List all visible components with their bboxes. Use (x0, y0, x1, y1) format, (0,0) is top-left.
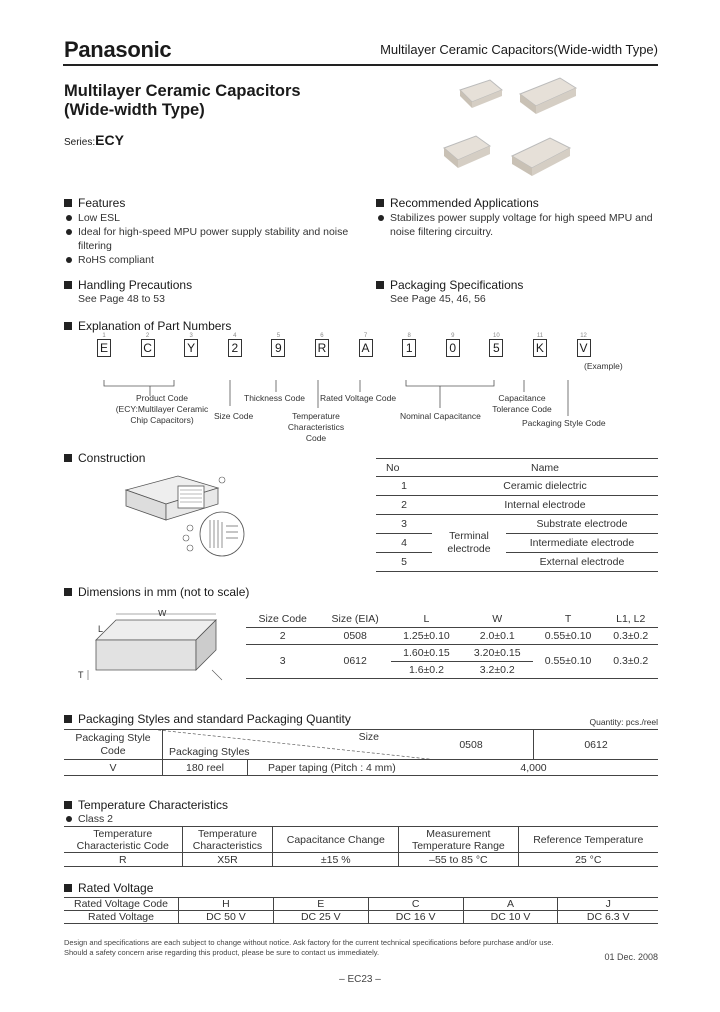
dimensions-heading: Dimensions in mm (not to scale) (64, 585, 249, 599)
part-number-position (315, 333, 329, 357)
dim-header: Size (EIA) (331, 612, 379, 625)
construction-heading: Construction (64, 451, 145, 465)
applications-list (376, 211, 666, 239)
row-no: 2 (401, 499, 407, 511)
row-no: 3 (401, 518, 407, 530)
cell: 2.0±0.1 (479, 629, 515, 642)
rv-code: H (179, 898, 274, 911)
row-name: Internal electrode (504, 499, 586, 511)
cell: 25 °C (575, 853, 602, 866)
h-temp-char: Temperature Characteristics (182, 827, 273, 853)
features-list (64, 211, 354, 267)
rv-value: DC 16 V (368, 911, 463, 924)
row-name: Substrate electrode (536, 518, 628, 530)
rv-value-label: Rated Voltage (64, 911, 179, 924)
cell: 0508 (343, 629, 367, 642)
dim-l-label: L (98, 624, 104, 634)
part-number-char: 1 (402, 339, 416, 357)
cell: 3.2±0.2 (479, 663, 515, 676)
part-number-position (533, 333, 547, 357)
rv-code: C (368, 898, 463, 911)
part-number-position (489, 333, 503, 357)
brand-logo: Panasonic (64, 37, 172, 62)
chip-image (460, 80, 502, 108)
dim-w-label: W (158, 610, 167, 618)
dim-header: T (564, 612, 572, 625)
row-code: V (64, 760, 163, 776)
part-number-char: 2 (228, 339, 242, 357)
part-number-char: 0 (446, 339, 460, 357)
label-size-code: Size Code (214, 411, 254, 421)
rated-voltage-table (64, 897, 658, 924)
dim-header: L1, L2 (616, 612, 646, 625)
temperature-heading: Temperature Characteristics (64, 798, 228, 812)
list-item: RoHS compliant (64, 253, 354, 267)
part-number-boxes (97, 333, 620, 357)
position-index: 4 (233, 333, 237, 339)
row-qty: 4,000 (520, 761, 547, 774)
part-number-char: A (359, 339, 373, 357)
list-item: Class 2 (64, 812, 113, 826)
position-index: 5 (276, 333, 281, 339)
dimensions-table (246, 611, 658, 679)
part-number-char: 9 (271, 339, 285, 357)
part-number-position (577, 333, 591, 357)
label-product-code: Product Code (ECY:Multilayer Ceramic Chip Capacitors) (115, 393, 209, 425)
row-no: 1 (401, 480, 407, 492)
handling-heading: Handling Precautions (64, 278, 192, 292)
terminal-label: Terminal electrode (447, 530, 491, 555)
part-number-position (184, 333, 198, 357)
position-index: 6 (320, 333, 324, 339)
part-number-char: C (141, 339, 155, 357)
features-heading: Features (64, 196, 125, 210)
cell: R (64, 853, 182, 867)
h-size: Size (358, 731, 379, 744)
row-name: External electrode (539, 556, 625, 568)
dim-header: L (423, 612, 430, 625)
temperature-class (64, 812, 113, 826)
cell: 0.55±0.10 (544, 655, 592, 667)
part-number-char: K (533, 339, 547, 357)
rv-code-label: Rated Voltage Code (64, 898, 179, 911)
header-subtitle: Multilayer Ceramic Capacitors(Wide-width Type) (380, 42, 658, 57)
cell: 0612 (343, 655, 367, 667)
part-number-position (446, 333, 460, 357)
list-item: Stabilizes power supply voltage for high speed MPU and noise filtering circuitry. (376, 211, 666, 239)
rv-value: DC 50 V (179, 911, 274, 924)
part-number-position (228, 333, 242, 357)
position-index: 8 (407, 333, 411, 339)
position-index: 12 (580, 333, 587, 339)
rv-code: E (273, 898, 368, 911)
position-index: 3 (189, 333, 193, 339)
label-temperature: Temperature Characteristics Code (287, 411, 345, 443)
cell: 1.25±0.10 (403, 629, 450, 642)
label-packaging-style-code: Packaging Style Code (522, 418, 606, 428)
rv-code: A (463, 898, 558, 911)
part-number-position (271, 333, 285, 357)
part-number-position (359, 333, 373, 357)
label-thickness-code: Thickness Code (244, 393, 305, 403)
series-label: Series:ECY (64, 132, 124, 148)
rv-value: DC 10 V (463, 911, 558, 924)
quantity-unit: Quantity: pcs./reel (589, 717, 658, 727)
dim-t-label: T (78, 670, 84, 680)
label-capacitance-tolerance: Capacitance Tolerance Code (492, 393, 552, 414)
dim-header: Size Code (258, 612, 307, 625)
position-index: 9 (451, 333, 455, 339)
row-taping: Paper taping (Pitch : 4 mm) (268, 761, 396, 774)
part-number-position (97, 333, 111, 357)
row-no: 5 (401, 556, 407, 568)
col-name: Name (530, 461, 559, 474)
h-size-0612: 0612 (584, 738, 608, 751)
cell: 3.20±0.15 (462, 644, 533, 661)
rv-value: DC 6.3 V (586, 911, 630, 923)
part-number-position (402, 333, 416, 357)
list-item: Low ESL (64, 211, 354, 225)
list-item: Ideal for high-speed MPU power supply stability and noise filtering (64, 225, 354, 253)
cell: ±15 % (273, 853, 399, 867)
applications-heading: Recommended Applications (376, 196, 539, 210)
packaging-spec-text: See Page 45, 46, 56 (390, 293, 486, 305)
part-numbers-heading: Explanation of Part Numbers (64, 319, 231, 333)
footer-notice: Design and specifications are each subject to change without notice. Ask factory for the current technical specifications before purchase and/or use. Should a safety concern arise regarding this product, please be sure to contact us immediately. (64, 938, 554, 957)
page-number: – EC23 – (339, 974, 381, 985)
part-number-char: V (577, 339, 591, 357)
position-index: 11 (536, 333, 544, 339)
position-index: 10 (493, 333, 500, 339)
position-index: 7 (363, 333, 368, 339)
construction-diagram (118, 470, 248, 560)
h-temp-code: Temperature Characteristic Code (64, 827, 182, 853)
h-style-code: Packaging Style Code (64, 730, 163, 760)
part-number-char: 5 (489, 339, 503, 357)
footer-date: 01 Dec. 2008 (604, 952, 658, 962)
chip-image (444, 136, 490, 168)
dimensions-diagram (76, 610, 236, 690)
rv-code: J (605, 898, 611, 910)
cell: 3 (279, 655, 286, 667)
row-name: Ceramic dielectric (503, 480, 587, 492)
page-title: Multilayer Ceramic Capacitors (Wide-width Type) (64, 82, 301, 119)
example-label: (Example) (584, 361, 623, 371)
col-no: No (386, 461, 400, 474)
chip-image (520, 78, 576, 114)
cell: 1.6±0.2 (408, 663, 444, 676)
part-number-position (141, 333, 155, 357)
product-photo (440, 76, 580, 186)
label-rated-voltage-code: Rated Voltage Code (320, 393, 397, 403)
cell: X5R (182, 853, 273, 867)
row-name: Intermediate electrode (529, 537, 635, 549)
h-cap-change: Capacitance Change (273, 827, 399, 853)
cell: 2 (279, 629, 286, 642)
row-no: 4 (401, 537, 407, 549)
h-meas-range: Measurement Temperature Range (399, 827, 518, 853)
h-ref-temp: Reference Temperature (533, 833, 644, 846)
rv-value: DC 25 V (273, 911, 368, 924)
part-number-char: E (97, 339, 111, 357)
construction-table (376, 458, 658, 572)
cell: 0.3±0.2 (613, 629, 649, 642)
part-number-char: Y (184, 339, 198, 357)
temperature-table (64, 826, 658, 867)
position-index: 2 (145, 333, 150, 339)
cell: 1.60±0.15 (391, 644, 462, 661)
packaging-spec-heading: Packaging Specifications (376, 278, 523, 292)
cell: 0.55±0.10 (544, 629, 592, 642)
handling-text: See Page 48 to 53 (78, 293, 165, 305)
cell: –55 to 85 °C (399, 853, 518, 867)
chip-image (512, 138, 570, 176)
position-index: 1 (102, 333, 106, 339)
cell: 0.3±0.2 (613, 655, 649, 667)
diagonal-divider (158, 730, 438, 760)
rated-voltage-heading: Rated Voltage (64, 881, 153, 895)
dim-header: W (492, 612, 503, 625)
packaging-styles-heading: Packaging Styles and standard Packaging Quantity (64, 712, 351, 726)
h-styles: Packaging Styles (169, 745, 250, 758)
label-nominal-capacitance: Nominal Capacitance (400, 411, 481, 421)
part-number-char: R (315, 339, 329, 357)
header-rule (63, 64, 658, 66)
row-reel: 180 reel (163, 760, 248, 776)
h-size-0508: 0508 (409, 730, 534, 760)
